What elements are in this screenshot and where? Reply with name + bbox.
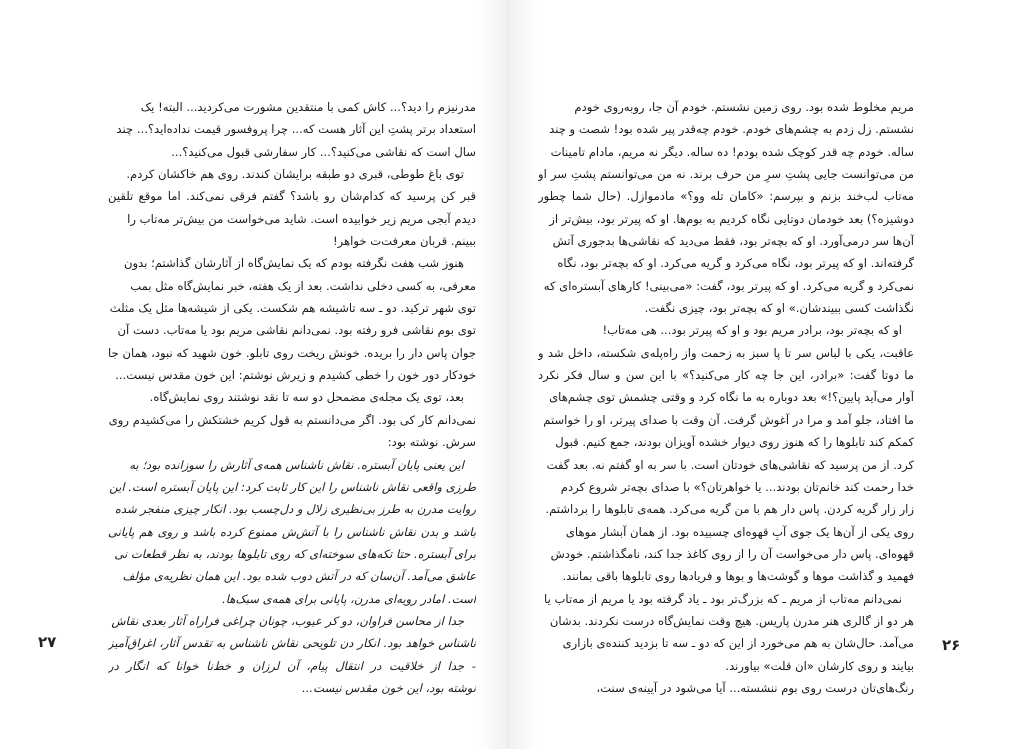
text-line: دوشیزه؟) بعد خودمان دوتایی نگاه کردیم به بوم‌ها. او که پیرتر بود، بیش‌تر از — [549, 211, 914, 226]
text-line: نمی‌کرد و گریه می‌کرد. او که پیرتر بود، گفت: «می‌بینی! کارهای آبستره‌ای که — [543, 278, 914, 293]
text-line: هر دو از گالری هنر مدرن پاریس. هیچ وقت نمایش‌گاه درست نکردند. بدشان — [549, 613, 914, 628]
text-line: روایت مدرن به طرز بی‌نظیری زلال و دل‌چسب بود. انکار چیزی منفجر شده — [114, 502, 476, 517]
text-line: می‌آمد. حال‌شان به هم می‌خورد از این که دو ـ سه تا بزدید کننده‌ی بازاری — [562, 636, 914, 651]
text-line: گرفته‌اند. او که پیرتر بود، نگاه می‌کرد و گریه می‌کرد. او که بچه‌تر بود، نگاه — [557, 256, 914, 271]
text-line: توی بوم نقاشی فرو رفته بود. نمی‌دانم نقاشی مریم بود یا مه‌تاب. دست آن — [117, 323, 476, 338]
text-line: خدا رحمت کند خانم‌تان بودند... یا خواهرتان؟» با صدای بچه‌تر شروع کردم — [560, 479, 914, 494]
text-line: من می‌توانست جایی پشتِ سرِ من حرف برند. نه من می‌توانستم پشتِ سر او — [538, 167, 914, 182]
text-line: توی باغ طوطی، قبری دو طبقه برایشان کندند. روی هم خاکشان کردم. — [126, 167, 464, 182]
text-line: نوشته بود، این خون مقدس نیست... — [302, 680, 476, 695]
text-line: ببینم. قربان معرفت‌ت خواهر! — [333, 234, 476, 249]
text-line: توی شهر ترکید. دو ـ سه تاشیشه هم شکست. یکی از شیشه‌ها مثل یک مثلث — [109, 301, 476, 316]
text-line: برای آبستره. حتا تکه‌های سوخته‌ای که روی تابلوها بودند، به نظر قطعات نی — [114, 546, 476, 561]
text-line: باشد و بدن نقاش ناشناس را با آتش‌ش ممنوع کرده باشد و روی هم پایانی — [108, 524, 476, 539]
text-line: ساله. خودم چه قدر کوچک شده بودم! ده ساله. دیگر نه مریم، مادام تامینات — [550, 144, 914, 159]
text-line: قهوه‌ای. پاس دار می‌خواست آن را از روی کاغذ جدا کند، نامگذاشتم. خودش — [550, 546, 914, 561]
text-line: جدا از محاسن فراوان، دو کر عیوب، چونان چراغی فراراه آثار بعدی نقاش — [111, 613, 464, 628]
text-line: ما افتاد، جلو آمد و مرا در آغوش گرفت. آن وقت با صدای پیرتر، او را خواستم — [543, 412, 914, 427]
text-line: ما دوتا گفت: «برادر، این جا چه کار می‌کنید؟» با این سن و سال فکر نکرد — [538, 368, 914, 383]
text-line: نگذاشت کسی ببیندشان.» او که بچه‌تر بود، چیزی نگفت. — [644, 301, 914, 316]
text-line: خودکار دور خون را خطی کشیدم و زیرش نوشتم: این خون مقدس نیست... — [115, 368, 476, 383]
text-line: سرش. نوشته بود: — [387, 435, 476, 450]
text-line: بیایند و روی کارشان «ان قلت» بیاورند. — [725, 658, 914, 673]
text-line: عاشق می‌آمد. آن‌سان که در آتش دوب شده بود. این همان نظریه‌ی مؤلف — [122, 569, 476, 584]
text-line: نشستم. زل زدم به چشم‌های خودم. خودم چه‌قدر پیر شده بود! شصت و چند — [549, 122, 914, 137]
text-line: کمکم کند تابلوها را که هنوز روی دیوار خشده آویزان بودند، جمع کنیم. قبول — [555, 435, 914, 450]
text-line: مدرنیزم را دید؟... کاش کمی با منتقدین مشورت می‌کردید... البته! یک — [140, 100, 476, 114]
text-line: رنگ‌های‌تان درست روی بوم ننشسته... آیا می‌شود در آیینه‌ی سنت، — [596, 680, 914, 695]
text-line: سال است که نقاشی می‌کنید؟... کار سفارشی قبول می‌کنید؟... — [171, 144, 476, 159]
text-line: آوار می‌آید پایین؟!» بعد دوباره به ما نگاه کرد و وقتی چشمش توی چشم‌های — [549, 390, 914, 405]
text-line: کرد. از من پرسید که نقاشی‌های خودتان است. با سر به او گفتم نه. بعد گفت — [546, 457, 914, 472]
text-line: هنوز شب هفت نگرفته بودم که یک نمایش‌گاه از آثارشان گذاشتم؛ بدون — [123, 256, 464, 271]
text-line: بعد، توی یک مجله‌ی مضمحل دو سه تا نقد نوشتند روی نمایش‌گاه. — [149, 390, 464, 405]
text-line: قبر کن پرسید که کدام‌شان رو باشد؟ گفتم فرقی نمی‌کند. اما موقع تلقین — [108, 189, 476, 204]
text-line: است. امادر رویه‌ای مدرن، پایانی برای همه‌ی سبک‌ها. — [222, 591, 476, 606]
text-line: دیدم آبجی مریم زیر خوابیده است. شاید می‌خواست من بیش‌تر مه‌تاب را — [127, 211, 476, 226]
text-line: این یعنی پایان آبستره. نقاش ناشناس همه‌ی آثارش را سوزانده بود؛ به — [129, 457, 464, 472]
book-gutter — [478, 0, 538, 749]
text-line: استعداد برتر پشتِ این آثار هست که... چرا پروفسور قیمت نداده‌اید؟... چند — [116, 122, 476, 137]
left-page-number: ۲۷ — [38, 633, 57, 651]
left-page-text — [108, 96, 476, 699]
text-line: - جدا از خلاقیت در انتقال پیام، آن لرزان و خط‌نا خوانا که انگار در — [108, 658, 476, 673]
text-line: نمی‌دانم مه‌تاب از مریم ـ که بزرگ‌تر بود ـ یاد گرفته بود یا مریم از مه‌تاب یا — [544, 591, 902, 606]
text-line: جوان پاس دار را بریده. خونش ریخت روی تابلو. خون شهید که نبود، همان جا — [108, 345, 476, 360]
text-line: او که بچه‌تر بود، برادر مریم بود و او که پیرتر بود... هی مه‌تاب! — [602, 323, 902, 338]
right-page-text — [538, 96, 914, 699]
text-line: مریم مخلوط شده بود. روی زمین نشستم. خودم آن جا، روبه‌روی خودم — [574, 100, 914, 114]
text-line: زار زار گریه کردن. پاس دار هم با من گریه می‌کرد. همه‌ی تابلوها را برداشتم. — [545, 502, 914, 517]
text-line: فهمید و گذاشت موها و گوشت‌ها و بوها و فریادها روی تابلوها باقی بمانند. — [562, 569, 914, 584]
right-page-number: ۲۶ — [942, 636, 961, 654]
text-line: معرفی، به کسی دخلی نداشت. بعد از یک هفته، خبر نمایش‌گاه مثل بمب — [130, 278, 476, 293]
text-line: عاقبت، یکی با لباس سر تا پا سبز به زحمت واز راه‌پله‌ی شکسته، داخل شد و — [538, 345, 914, 360]
text-line: روی یکی از آن‌ها یک جوی آبِ قهوه‌ای چسبیده بود. از همان آبشار موهای — [565, 524, 914, 539]
text-line: ناشناس خواهد بود. انکار دن تلویحی نقاش ناشناس به تقدس آثار، اغراق‌آمیز — [108, 636, 476, 651]
text-line: آن‌ها سر درمی‌آورد. او که بچه‌تر بود، فقط می‌دید که نقاشی‌ها بدجوری آتش — [552, 234, 914, 249]
text-line: طرزی واقعی نقاش ناشناس را این کار ثابت کرد: این پایان آبستره است. این — [109, 479, 476, 494]
text-line: نمی‌دانم کار کی بود. اگر می‌دانستم به قول کریم خشتکش را می‌کشیدم روی — [108, 412, 476, 427]
text-line: مه‌تاب لب‌خند بزنم و بپرسم: «کامان تله وو؟» مادموازل. (حال شما چطور — [538, 189, 914, 204]
